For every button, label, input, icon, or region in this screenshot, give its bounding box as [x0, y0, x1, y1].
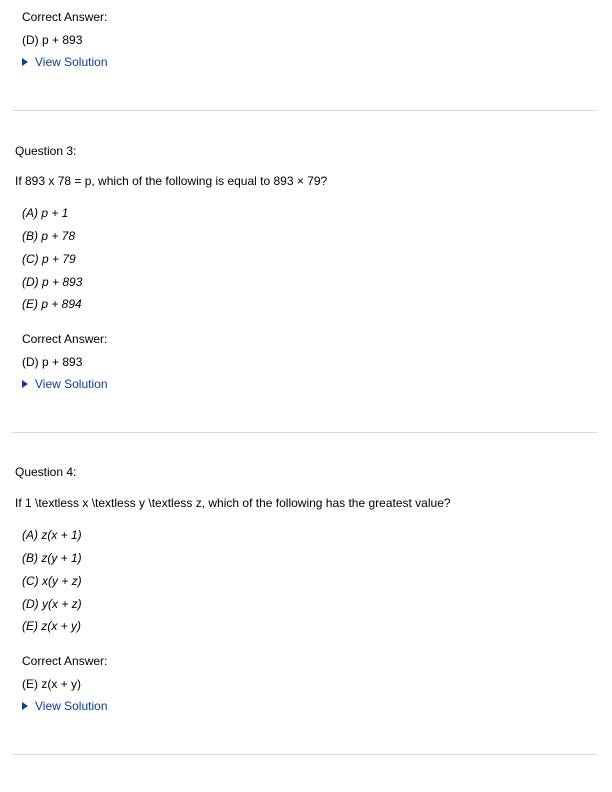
question-4-option-a: (A) z(x + 1)	[22, 528, 82, 542]
question-3-option-a: (A) p + 1	[22, 206, 69, 220]
section-divider	[12, 110, 597, 111]
question-3-text: If 893 x 78 = p, which of the following is equal to 893 × 79?	[15, 174, 328, 188]
question-4-option-d: (D) y(x + z)	[22, 597, 82, 611]
triangle-right-icon[interactable]	[22, 380, 28, 388]
view-solution-link[interactable]: View Solution	[35, 55, 108, 69]
question-3-option-d: (D) p + 893	[22, 275, 83, 289]
correct-answer-label: Correct Answer:	[22, 332, 108, 346]
correct-answer-value: (E) z(x + y)	[22, 677, 81, 691]
question-4-text: If 1 \textless x \textless y \textless z, which of the following has the greatest value?	[15, 496, 451, 510]
view-solution-link[interactable]: View Solution	[35, 699, 108, 713]
correct-answer-label: Correct Answer:	[22, 654, 108, 668]
triangle-right-icon[interactable]	[22, 702, 28, 710]
correct-answer-value: (D) p + 893	[22, 355, 83, 369]
question-3-title: Question 3:	[15, 144, 77, 158]
triangle-right-icon[interactable]	[22, 58, 28, 66]
section-divider	[12, 754, 597, 755]
section-divider	[12, 432, 597, 433]
question-3-option-b: (B) p + 78	[22, 229, 76, 243]
correct-answer-value: (D) p + 893	[22, 33, 83, 47]
question-4-title: Question 4:	[15, 465, 77, 479]
question-4-option-c: (C) x(y + z)	[22, 574, 82, 588]
view-solution-link[interactable]: View Solution	[35, 377, 108, 391]
correct-answer-label: Correct Answer:	[22, 10, 108, 24]
question-3-option-c: (C) p + 79	[22, 252, 76, 266]
question-4-option-e: (E) z(x + y)	[22, 619, 81, 633]
question-3-option-e: (E) p + 894	[22, 297, 82, 311]
question-4-option-b: (B) z(y + 1)	[22, 551, 82, 565]
